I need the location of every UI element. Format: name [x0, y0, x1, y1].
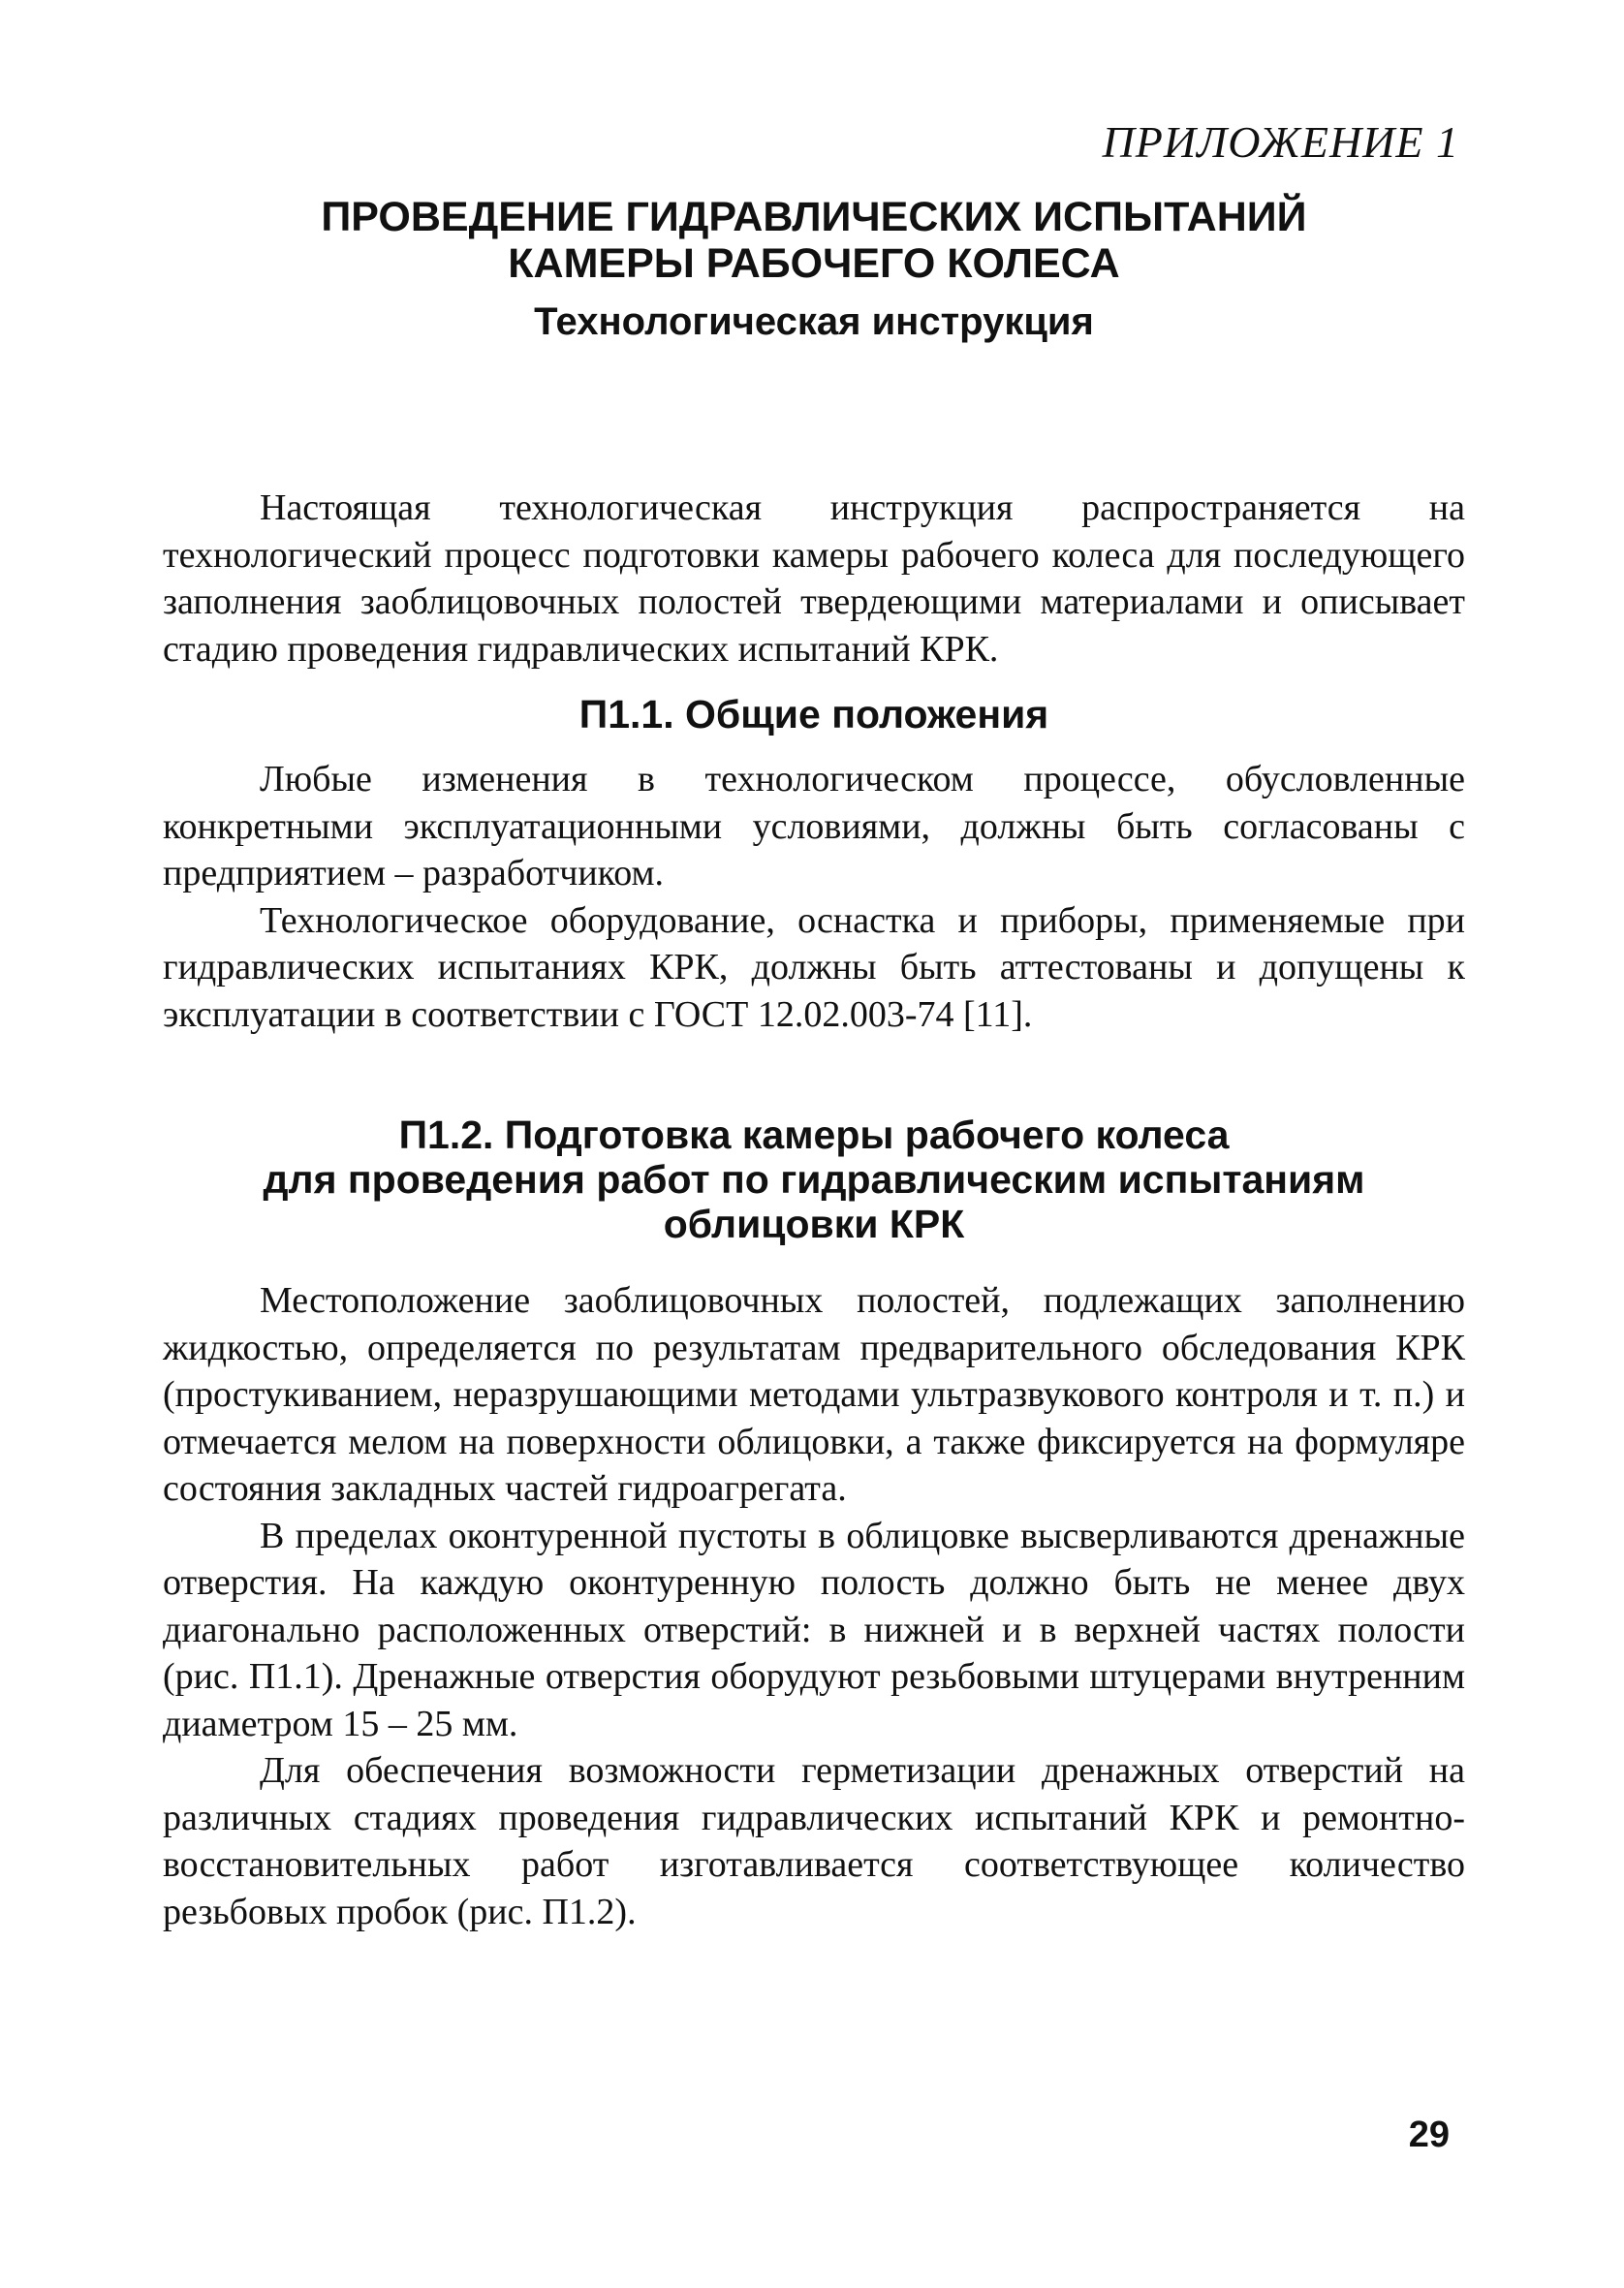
- section1-paragraph-1: Любые изменения в технологическом процессе, обусловленные конкретными эксплуатационными условиями, должны быть согласованы с предприятием – разработчиком.: [163, 759, 1465, 893]
- section2-paragraph-2: В пределах оконтуренной пустоты в облицовке высверливаются дренажные отверстия. На каждую оконтуренную полость должно быть не менее двух диагонально расположенных отверстий: в нижней и в верхней частях полости (рис. П1.1). Дренажные отверстия оборудуют резьбовыми штуцерами внутренним диаметром 15 – 25 мм.: [163, 1515, 1465, 1744]
- section2-heading-line1: П1.2. Подготовка камеры рабочего колеса: [398, 1113, 1230, 1157]
- intro-block: [163, 485, 1465, 673]
- document-subtitle: Технологическая инструкция: [534, 300, 1094, 343]
- section2-heading-line3: облицовки КРК: [663, 1202, 965, 1246]
- section1-body: [163, 756, 1465, 1038]
- document-title-line2: КАМЕРЫ РАБОЧЕГО КОЛЕСА: [508, 240, 1120, 287]
- document-title-line1: ПРОВЕДЕНИЕ ГИДРАВЛИЧЕСКИХ ИСПЫТАНИЙ: [321, 194, 1307, 240]
- page-number: 29: [1408, 2115, 1450, 2155]
- section2-paragraph-3: Для обеспечения возможности герметизации дренажных отверстий на различных стадиях проведения гидравлических испытаний КРК и ремонтно-восстановительных работ изготавливается соответствующее количество резьбовых пробок (рис. П1.2).: [163, 1750, 1465, 1932]
- appendix-label: ПРИЛОЖЕНИЕ 1: [1102, 117, 1459, 167]
- section1-heading: П1.1. Общие положения: [578, 692, 1049, 737]
- section2-paragraph-1: Местоположение заоблицовочных полостей, подлежащих заполнению жидкостью, определяется по результатам предварительного обследования КРК (простукиванием, неразрушающими методами ультразвукового контроля и т. п.) и отмечается мелом на поверхности облицовки, а также фиксируется на формуляре состояния закладных частей гидроагрегата.: [163, 1280, 1465, 1509]
- section2-body: [163, 1277, 1465, 1935]
- section2-heading-line2: для проведения работ по гидравлическим испытаниям: [263, 1157, 1365, 1202]
- section1-paragraph-2: Технологическое оборудование, оснастка и приборы, применяемые при гидравлических испытаниях КРК, должны быть аттестованы и допущены к эксплуатации в соответствии с ГОСТ 12.02.003-74 [11].: [163, 899, 1465, 1035]
- intro-paragraph: Настоящая технологическая инструкция распространяется на технологический процесс подготовки камеры рабочего колеса для последующего заполнения заоблицовочных полостей твердеющими материалами и описывает стадию проведения гидравлических испытаний КРК.: [163, 487, 1465, 670]
